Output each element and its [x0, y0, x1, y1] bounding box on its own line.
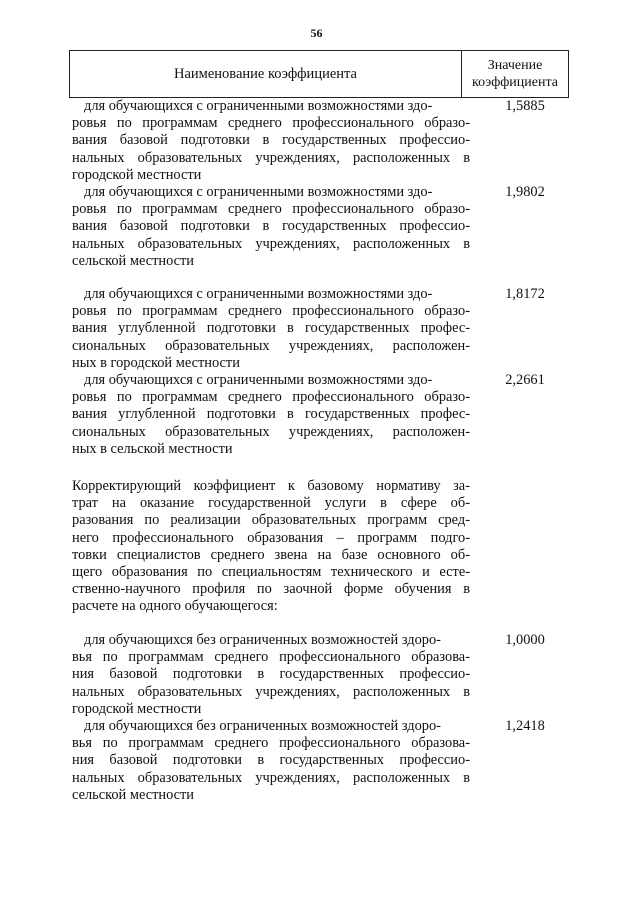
- coefficient-row-description: [72, 98, 470, 184]
- text-line: вания углубленной подготовки в государственных профес-: [72, 406, 470, 423]
- text-line: ственно-научного профиля по заочной форме обучения в: [72, 581, 470, 598]
- coefficient-value: 1,5885: [505, 98, 545, 114]
- coefficient-row-description: [72, 286, 470, 372]
- coefficient-row-description: [72, 632, 470, 718]
- column-header-value-line1: Значение: [487, 58, 543, 73]
- coefficient-value: 1,2418: [505, 718, 545, 734]
- coefficient-value: 2,2661: [505, 372, 545, 388]
- text-line: разования по реализации образовательных программ сред-: [72, 512, 470, 529]
- text-line: нальных образовательных учреждениях, расположенных в: [72, 769, 470, 786]
- text-line: товки специалистов среднего звена на базе основного об-: [72, 546, 470, 563]
- text-line: вья по программам среднего профессионального образова-: [72, 649, 470, 666]
- column-header-value: [462, 51, 568, 97]
- coefficient-table-header: [69, 50, 569, 98]
- text-line: трат на оказание государственной услуги в сфере об-: [72, 495, 470, 512]
- text-line: вания базовой подготовки в государственных профессио-: [72, 218, 470, 235]
- text-line: Корректирующий коэффициент к базовому нормативу за-: [72, 478, 470, 494]
- text-line: ния базовой подготовки в государственных профессио-: [72, 752, 470, 769]
- text-line: нальных образовательных учреждениях, расположенных в: [72, 149, 470, 166]
- text-line: нальных образовательных учреждениях, расположенных в: [72, 683, 470, 700]
- text-line: городской местности: [72, 700, 202, 717]
- text-line: для обучающихся с ограниченными возможностями здо-: [84, 98, 433, 114]
- coefficient-value: 1,9802: [505, 184, 545, 200]
- column-header-value-line2: коэффициента: [472, 75, 558, 90]
- coefficient-value: 1,0000: [505, 632, 545, 648]
- text-line: щего образования по специальностям технического и есте-: [72, 564, 470, 581]
- page-number: 56: [310, 26, 323, 40]
- text-line: для обучающихся с ограниченными возможностями здо-: [84, 286, 433, 302]
- text-line: ния базовой подготовки в государственных профессио-: [72, 666, 470, 683]
- text-line: сиональных образовательных учреждениях, расположен-: [72, 337, 470, 354]
- text-line: для обучающихся с ограниченными возможностями здо-: [84, 184, 433, 200]
- column-header-name: Наименование коэффициента: [70, 51, 462, 97]
- text-line: ровья по программам среднего профессионального образо-: [72, 303, 470, 320]
- text-line: сиональных образовательных учреждениях, расположен-: [72, 423, 470, 440]
- coefficient-row-description: [72, 372, 470, 458]
- text-line: ровья по программам среднего профессионального образо-: [72, 115, 470, 132]
- text-line: нальных образовательных учреждениях, расположенных в: [72, 235, 470, 252]
- text-line: для обучающихся без ограниченных возможностей здоро-: [84, 632, 441, 648]
- text-line: сельской местности: [72, 786, 194, 803]
- text-line: вания углубленной подготовки в государственных профес-: [72, 320, 470, 337]
- text-line: для обучающихся с ограниченными возможностями здо-: [84, 372, 433, 388]
- text-line: ных в городской местности: [72, 354, 240, 371]
- coefficient-row-description: [72, 184, 470, 270]
- text-line: городской местности: [72, 166, 202, 183]
- text-line: него профессионального образования – программ подго-: [72, 529, 470, 546]
- coefficient-row-description: [72, 718, 470, 804]
- text-line: вья по программам среднего профессионального образова-: [72, 735, 470, 752]
- text-line: ровья по программам среднего профессионального образо-: [72, 389, 470, 406]
- text-line: для обучающихся без ограниченных возможностей здоро-: [84, 718, 441, 734]
- text-line: ных в сельской местности: [72, 440, 233, 457]
- text-line: расчете на одного обучающегося:: [72, 598, 278, 615]
- text-line: вания базовой подготовки в государственных профессио-: [72, 132, 470, 149]
- coefficient-value: 1,8172: [505, 286, 545, 302]
- text-line: сельской местности: [72, 252, 194, 269]
- text-line: ровья по программам среднего профессионального образо-: [72, 201, 470, 218]
- section-paragraph: [72, 478, 470, 616]
